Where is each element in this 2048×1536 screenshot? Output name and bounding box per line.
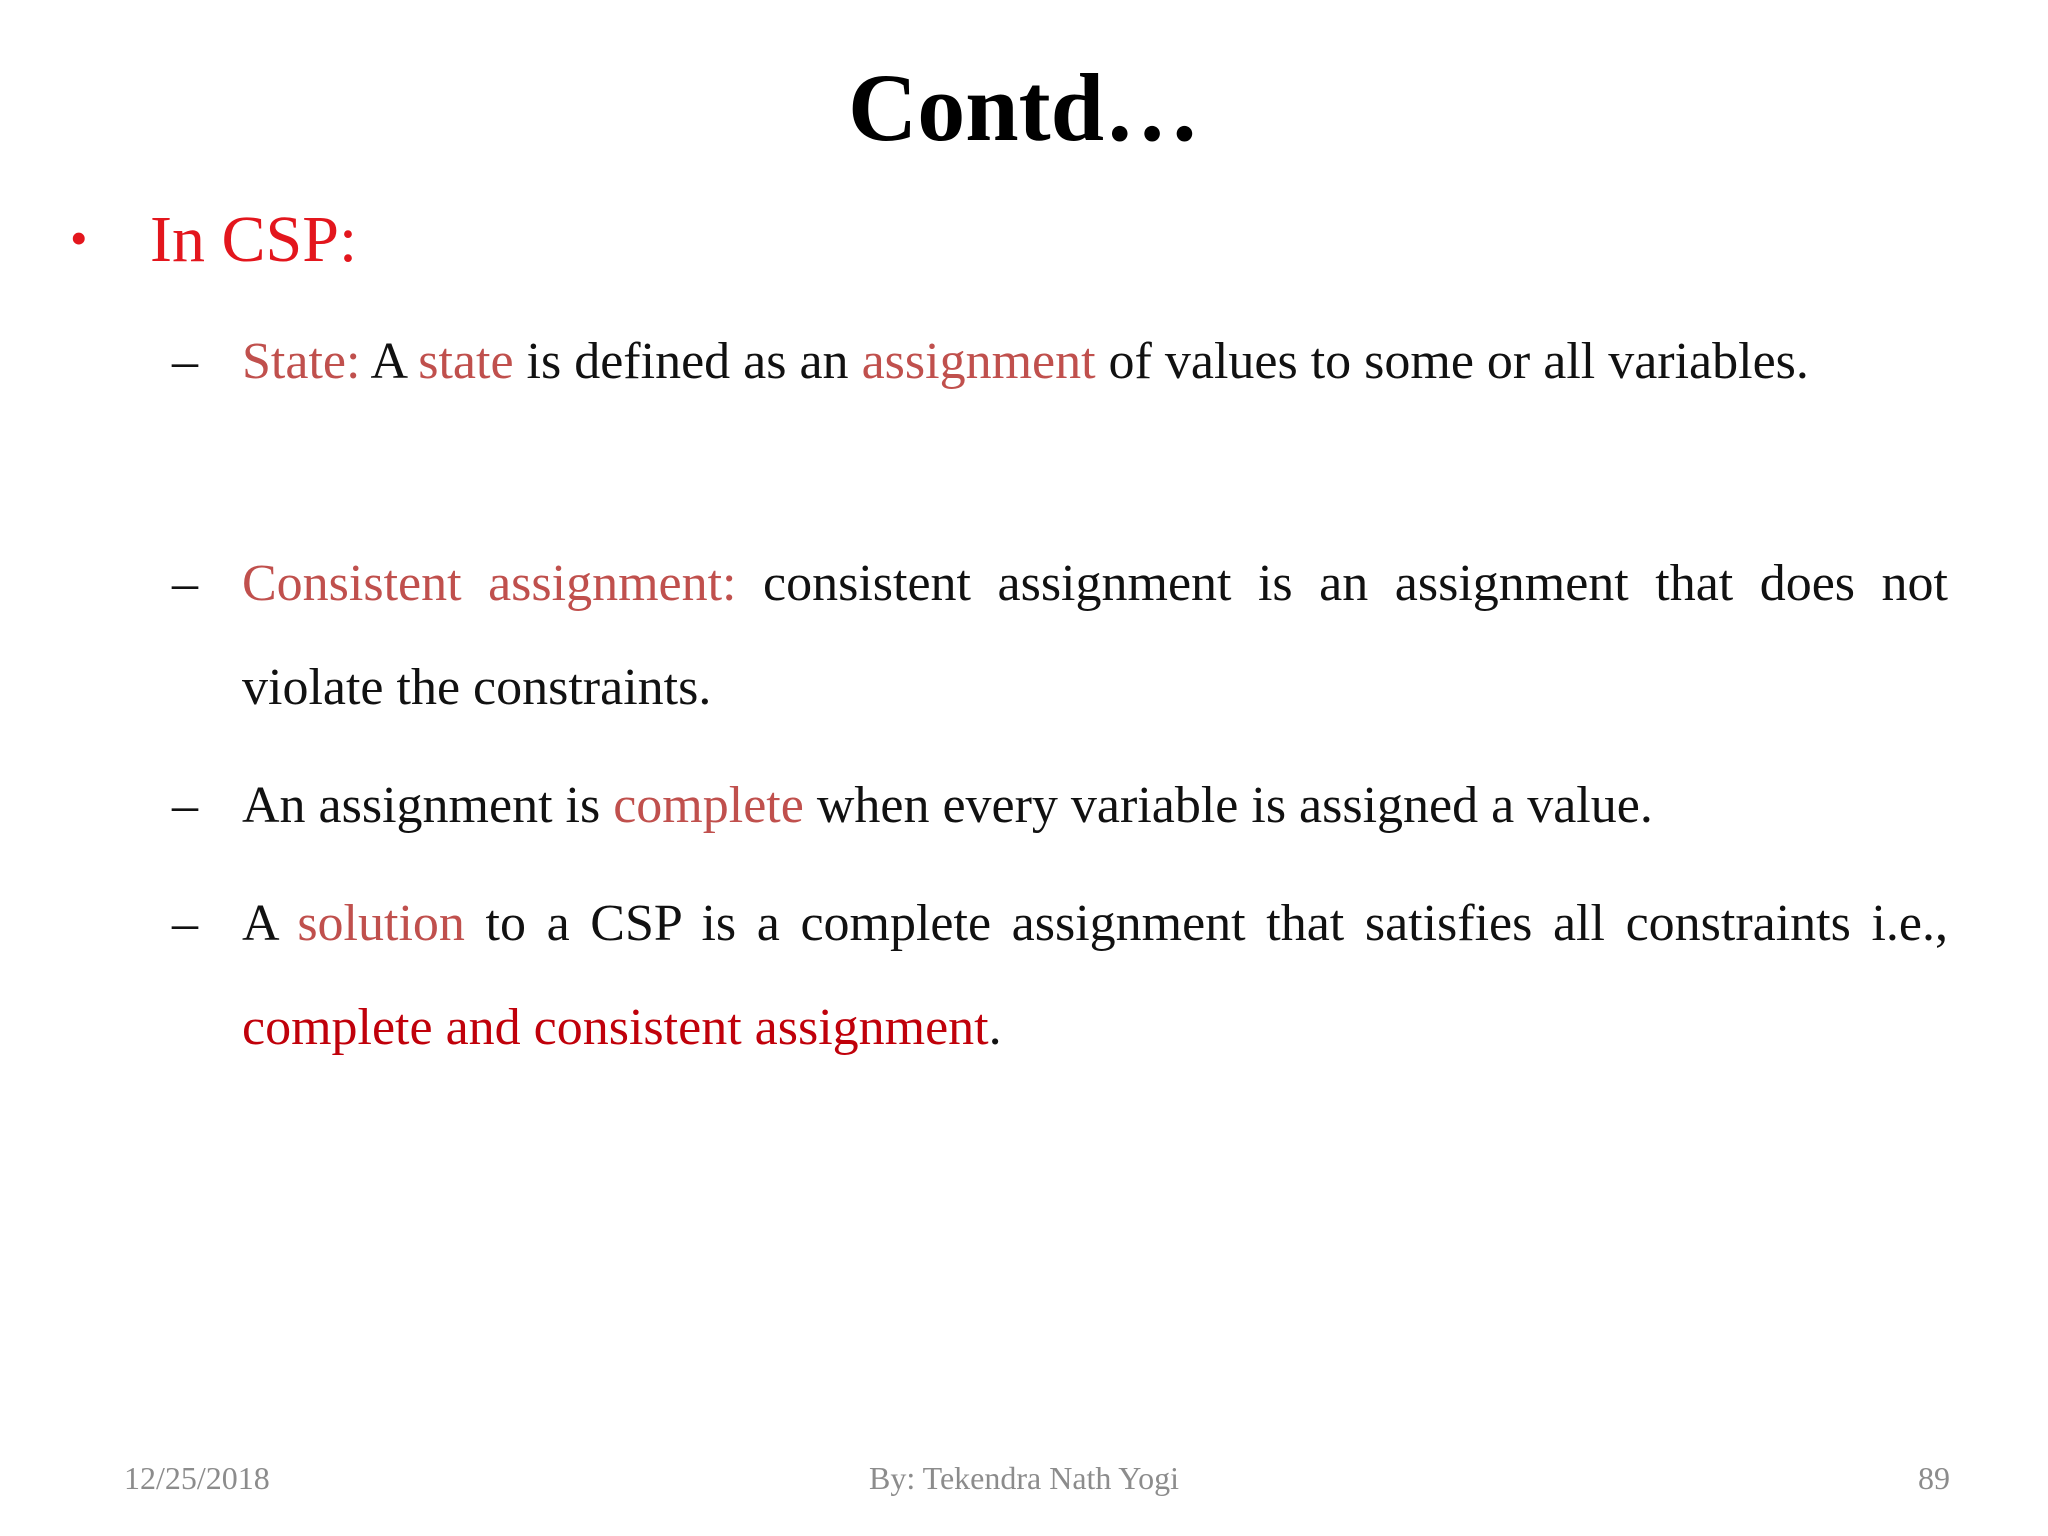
dash-icon: – [172,333,198,390]
term-complete-and-consistent: complete and consistent assignment [242,999,989,1056]
dash-icon: – [172,555,198,612]
text-run: A [360,333,419,390]
term-assignment: assignment [861,333,1096,390]
text-run: when every variable is assigned a value. [803,777,1653,834]
text-run: of values to some or all variables. [1095,333,1809,390]
text-run: to a CSP is a complete assignment that satisfies all constraints i.e., [464,895,1948,952]
sub-bullet-complete [172,754,1948,858]
sub-bullet-text [242,754,1948,858]
footer-page-number: 89 [1918,1460,1950,1496]
term-state-label: State: [242,333,361,390]
sub-bullet-state [172,310,1948,414]
sub-bullet-solution [172,872,1948,1080]
text-run: . [988,999,1002,1056]
sub-bullet-text [242,872,1948,1080]
dash-icon: – [172,895,198,952]
footer-author: By: Tekendra Nath Yogi [868,1460,1180,1496]
sub-bullet-text [242,532,1948,740]
text-run: is defined as an [513,333,862,390]
term-state: state [418,333,514,390]
dash-icon: – [172,777,198,834]
text-run: An assignment is [242,777,614,834]
footer-date: 12/25/2018 [124,1460,270,1496]
text-run: consistent assignment is an assignment that does not violate the constraints. [242,555,1948,716]
slide-title: Contd… [847,54,1201,161]
term-consistent-assignment: Consistent assignment: [242,555,737,612]
text-run: A [242,895,298,952]
bullet-text: In CSP: [150,203,358,276]
sub-bullet-consistent-assignment [172,532,1948,740]
bullet-icon: • [70,210,88,266]
term-complete: complete [613,777,804,834]
bullet-in-csp [70,196,357,282]
sub-bullet-text [242,310,1948,414]
term-solution: solution [297,895,465,952]
